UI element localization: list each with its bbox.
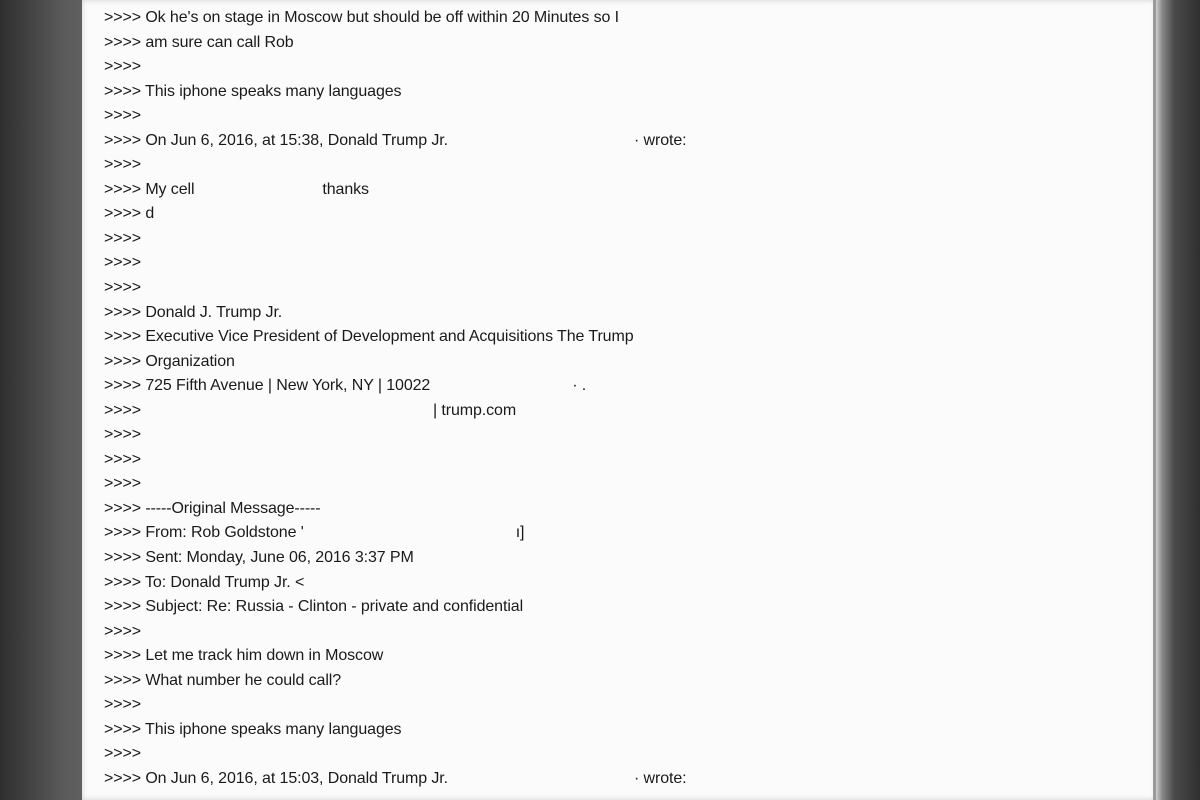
text-line xyxy=(104,80,687,105)
line-text: >>>> This iphone speaks many languages xyxy=(104,82,402,100)
text-line xyxy=(104,153,687,178)
subject-line: >>>> Subject: Re: Russia - Clinton - private and confidential xyxy=(104,598,524,616)
text-line xyxy=(104,31,687,56)
line-text: >>>> xyxy=(104,745,141,763)
line-text: >>>> This iphone speaks many languages xyxy=(104,720,402,738)
text-line xyxy=(104,767,687,792)
text-line xyxy=(104,55,687,80)
text-line xyxy=(104,129,687,154)
text-line xyxy=(104,693,687,718)
text-line xyxy=(104,325,687,350)
line-text: >>>> d xyxy=(104,205,155,223)
text-line xyxy=(104,399,687,424)
signature-org: >>>> Organization xyxy=(104,352,235,370)
text-line xyxy=(104,6,687,31)
line-text: >>>> xyxy=(104,426,141,444)
line-text: >>>> xyxy=(104,229,141,247)
text-line xyxy=(104,644,687,669)
line-text: >>>> xyxy=(104,622,141,640)
text-line xyxy=(104,423,687,448)
line-text: >>>> Let me track him down in Moscow xyxy=(104,647,384,665)
redaction-remnant: ı] xyxy=(515,524,525,542)
text-line xyxy=(104,227,687,252)
text-line xyxy=(104,104,687,129)
signature-title: >>>> Executive Vice President of Development and Acquisitions The Trump xyxy=(104,328,634,346)
line-text: >>>> On Jun 6, 2016, at 15:03, Donald Trump Jr. xyxy=(104,769,448,787)
text-line xyxy=(104,350,687,375)
from-line: >>>> From: Rob Goldstone ' xyxy=(104,524,304,542)
text-line xyxy=(104,178,687,203)
wrote-label: · wrote: xyxy=(633,131,687,149)
line-text: >>>> xyxy=(104,58,141,76)
text-line xyxy=(104,546,687,571)
line-text: >>>> xyxy=(104,254,141,272)
text-line xyxy=(104,497,687,522)
email-thread-text xyxy=(104,6,687,792)
text-line xyxy=(104,521,687,546)
viewer-right-border xyxy=(1156,0,1200,800)
text-line xyxy=(104,742,687,767)
line-text: >>>> On Jun 6, 2016, at 15:38, Donald Trump Jr. xyxy=(104,131,448,149)
signature-name: >>>> Donald J. Trump Jr. xyxy=(104,303,283,321)
text-line xyxy=(104,620,687,645)
signature-address: >>>> 725 Fifth Avenue | New York, NY | 10022 xyxy=(104,377,431,395)
line-text: >>>> xyxy=(104,279,141,297)
text-line xyxy=(104,202,687,227)
text-line xyxy=(104,669,687,694)
to-line: >>>> To: Donald Trump Jr. < xyxy=(104,573,305,591)
text-line xyxy=(104,571,687,596)
text-line xyxy=(104,472,687,497)
line-text: >>>> What number he could call? xyxy=(104,671,342,689)
text-line xyxy=(104,374,687,399)
text-line xyxy=(104,595,687,620)
website-text: | trump.com xyxy=(432,401,517,419)
wrote-label: · wrote: xyxy=(633,769,687,787)
text-line xyxy=(104,251,687,276)
line-text: >>>> xyxy=(104,475,141,493)
line-text: >>>> xyxy=(104,696,141,714)
redaction-remnant: · . xyxy=(572,377,587,395)
thanks-text: thanks xyxy=(322,180,369,198)
line-text: >>>> xyxy=(104,156,141,174)
line-text: >>>> Ok he's on stage in Moscow but should be off within 20 Minutes so I xyxy=(104,9,619,26)
line-text: >>>> xyxy=(104,107,141,125)
text-line xyxy=(104,718,687,743)
sent-line: >>>> Sent: Monday, June 06, 2016 3:37 PM xyxy=(104,549,414,567)
line-text: >>>> xyxy=(104,450,141,468)
text-line xyxy=(104,276,687,301)
line-text: >>>> My cell xyxy=(104,180,195,198)
original-message-header: >>>> -----Original Message----- xyxy=(104,499,321,517)
text-line xyxy=(104,301,687,326)
line-text: >>>> xyxy=(104,401,141,419)
text-line xyxy=(104,448,687,473)
line-text: >>>> am sure can call Rob xyxy=(104,33,294,51)
